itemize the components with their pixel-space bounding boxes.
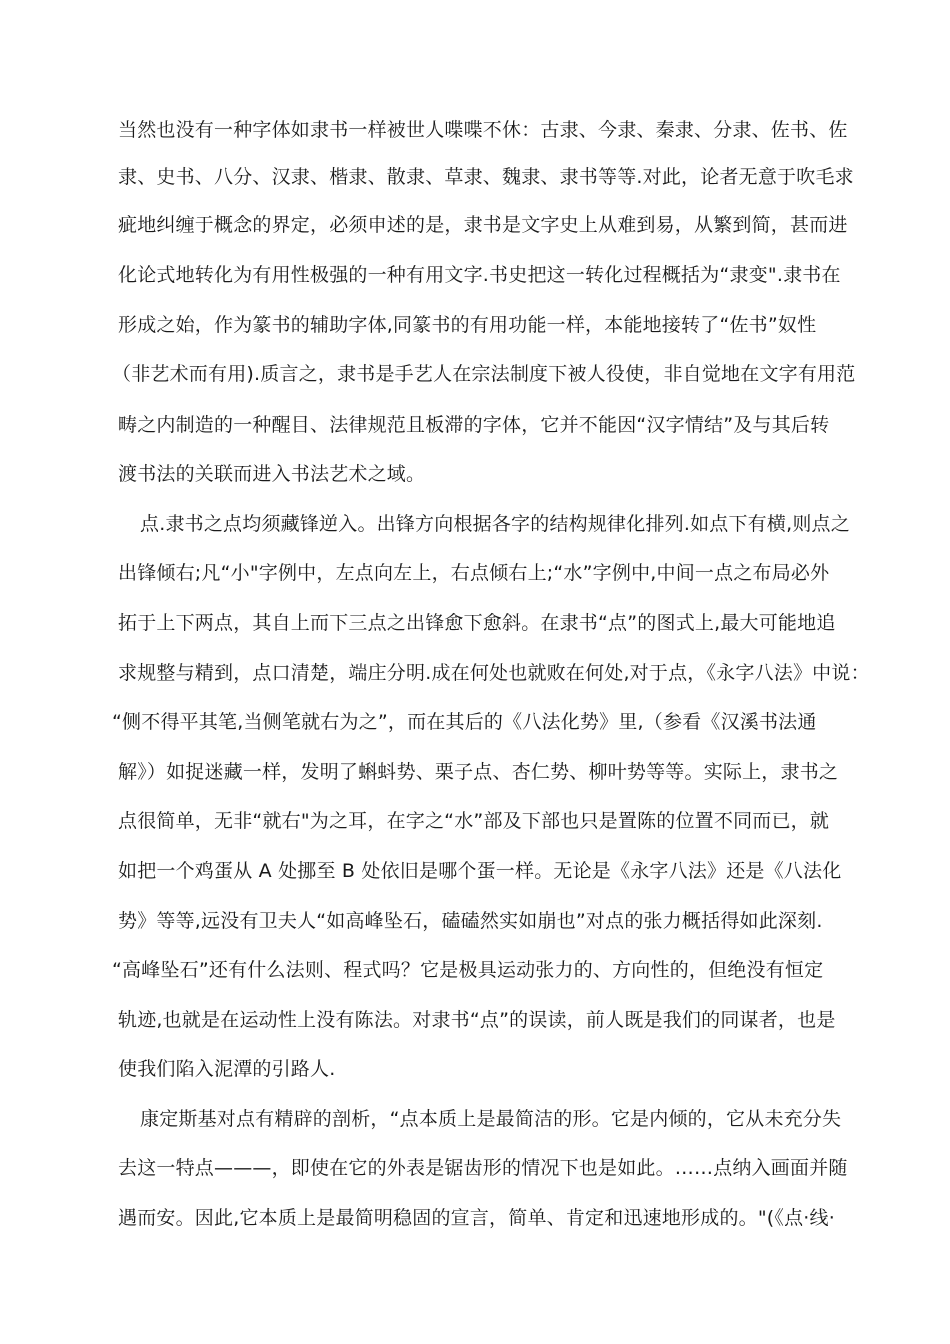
text-line: 出锋倾右;凡“小"字例中，左点向左上，右点倾右上;“水”字例中,中间一点之布局必外 [118, 562, 830, 584]
text-line: 如把一个鸡蛋从 A 处挪至 B 处依旧是哪个蛋一样。无论是《永字八法》还是《八法化 [118, 860, 842, 882]
text-line: 轨迹,也就是在运动性上没有陈法。对隶书“点”的误读，前人既是我们的同谋者，也是 [118, 1009, 836, 1031]
text-line: 化论式地转化为有用性极强的一种有用文字.书史把这一转化过程概括为“隶变".隶书在 [118, 264, 841, 286]
text-line: 拓于上下两点，其自上而下三点之出锋愈下愈斜。在隶书“点”的图式上,最大可能地追 [118, 612, 836, 634]
text-line: 求规整与精到，点口清楚，端庄分明.成在何处也就败在何处,对于点，《永字八法》中说： [118, 662, 870, 684]
text-line: 点很简单，无非“就右"为之耳，在字之“水”部及下部也只是置陈的位置不同而已，就 [118, 810, 830, 832]
text-line: 隶、史书、八分、汉隶、楷隶、散隶、草隶、魏隶、隶书等等.对此，论者无意于吹毛求 [118, 166, 854, 188]
paragraph-first-line: 康定斯基对点有精辟的剖析，“点本质上是最简洁的形。它是内倾的，它从未充分失 [140, 1108, 842, 1130]
text-line: 形成之始，作为篆书的辅助字体,同篆书的有用功能一样，本能地接转了“佐书”奴性 [118, 314, 817, 336]
text-line: 遇而安。因此,它本质上是最简明稳固的宣言，简单、肯定和迅速地形成的。"(《点·线· [118, 1207, 835, 1229]
paragraph-first-line: 点.隶书之点均须藏锋逆入。出锋方向根据各字的结构规律化排列.如点下有横,则点之 [140, 513, 850, 535]
text-line: “侧不得平其笔,当侧笔就右为之”，而在其后的《八法化势》里,（参看《汉溪书法通 [112, 711, 817, 733]
text-line: 势》等等,远没有卫夫人“如高峰坠石，磕磕然实如崩也”对点的张力概括得如此深刻. [118, 910, 823, 932]
text-line: 渡书法的关联而进入书法艺术之域。 [118, 463, 426, 485]
text-line: “高峰坠石”还有什么法则、程式吗？它是极具运动张力的、方向性的，但绝没有恒定 [112, 959, 824, 981]
text-line: 畴之内制造的一种醒目、法律规范且板滞的字体，它并不能因“汉字情结”及与其后转 [118, 414, 830, 436]
text-line: 去这一特点———，即使在它的外表是锯齿形的情况下也是如此。……点纳入画面并随 [118, 1157, 848, 1179]
text-line: （非艺术而有用).质言之，隶书是手艺人在宗法制度下被人役使，非自觉地在文字有用范 [112, 363, 856, 385]
text-line: 使我们陷入泥潭的引路人. [118, 1058, 336, 1080]
text-line: 当然也没有一种字体如隶书一样被世人喋喋不休：古隶、今隶、秦隶、分隶、佐书、佐 [118, 119, 848, 141]
text-line: 疵地纠缠于概念的界定，必须申述的是，隶书是文字史上从难到易，从繁到简，甚而进 [118, 214, 848, 236]
text-line: 解》）如捉迷藏一样，发明了蝌蚪势、栗子点、杏仁势、柳叶势等等。实际上，隶书之 [118, 761, 839, 783]
